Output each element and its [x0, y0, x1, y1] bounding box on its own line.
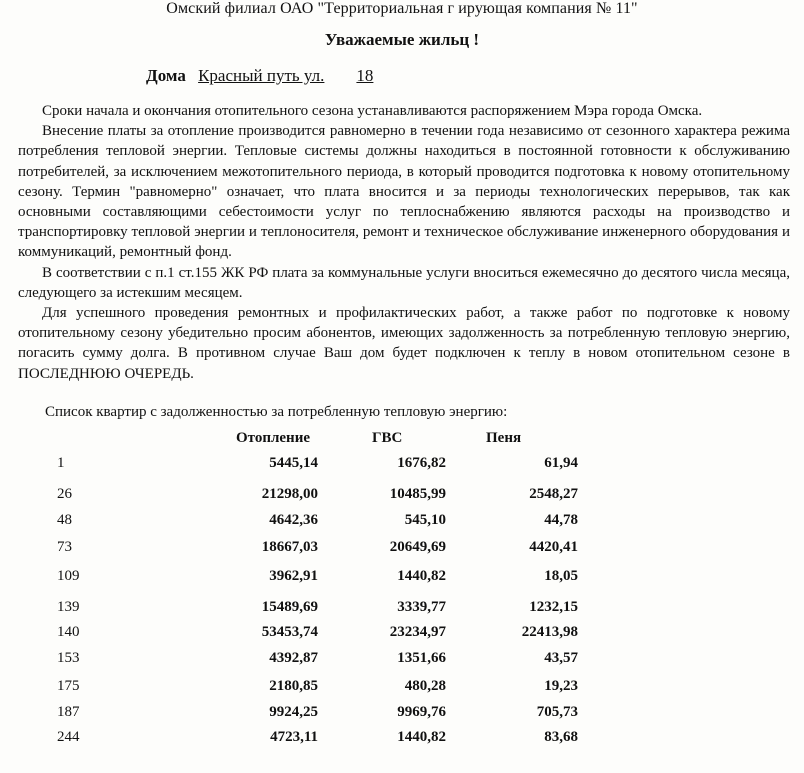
- gvs-debt: 1351,66: [397, 650, 446, 666]
- table-row: [0, 455, 804, 475]
- fine-amount: 44,78: [544, 512, 578, 528]
- fine-amount: 19,23: [544, 678, 578, 694]
- fine-amount: 61,94: [544, 455, 578, 471]
- heating-debt: 4723,11: [270, 729, 318, 745]
- apartment-number: 140: [57, 624, 80, 640]
- heating-debt: 21298,00: [261, 486, 318, 502]
- fine-amount: 2548,27: [529, 486, 578, 502]
- notice-title: Уважаемые жильц !: [324, 30, 480, 49]
- heating-debt: 4642,36: [269, 512, 318, 528]
- fine-amount: 18,05: [544, 568, 578, 584]
- notice-body: [18, 101, 790, 384]
- fine-amount: 4420,41: [529, 539, 578, 555]
- fine-amount: 705,73: [536, 704, 578, 720]
- apartment-number: 109: [57, 568, 80, 584]
- heating-debt: 3962,91: [269, 568, 318, 584]
- table-row: [0, 512, 804, 532]
- gvs-debt: 20649,69: [389, 539, 446, 555]
- fine-amount: 43,57: [544, 650, 578, 666]
- apartment-number: 187: [57, 704, 80, 720]
- table-row: [0, 568, 804, 588]
- heating-debt: 2180,85: [269, 678, 318, 694]
- fine-amount: 83,68: [544, 729, 578, 745]
- gvs-debt: 545,10: [404, 512, 446, 528]
- paragraph-debt-request: Для успешного проведения ремонтных и профилактических работ, а также работ по подготовке к новому отопительному сезону убедительно просим абонентов, имеющих задолженность за потребленную тепловую энергию, погасить сумму долга. В противном случае Ваш дом будет подключен к теплу в новом отопительном сезоне в ПОСЛЕДНЮЮ ОЧЕРЕДЬ.: [18, 305, 790, 382]
- heating-debt: 15489,69: [261, 599, 318, 615]
- table-row: [0, 678, 804, 698]
- house-label: Дома: [146, 66, 186, 85]
- apartment-number: 175: [57, 678, 80, 694]
- column-header-gvs: ГВС: [372, 430, 403, 446]
- apartment-number: 26: [57, 486, 72, 502]
- house-number: 18: [356, 66, 374, 85]
- table-row: [0, 704, 804, 724]
- gvs-debt: 480,28: [404, 678, 446, 694]
- paragraph-heating-season: Сроки начала и окончания отопительного сезона устанавливаются распоряжением Мэра города Омска.: [42, 103, 703, 119]
- heating-debt: 53453,74: [261, 624, 318, 640]
- apartment-number: 244: [57, 729, 80, 745]
- apartment-number: 73: [57, 539, 72, 555]
- gvs-debt: 3339,77: [397, 599, 446, 615]
- apartment-number: 139: [57, 599, 80, 615]
- column-header-heating: Отопление: [236, 430, 310, 446]
- heating-debt: 9924,25: [269, 704, 318, 720]
- paragraph-payment-uniform: Внесение платы за отопление производится равномерно в течении года независимо от сезонного характера режима потребления тепловой энергии. Тепловые системы должны находиться в постоянной готовности к обслуживанию потребителей, за исключением межотопительного периода, в который проводится подготовка к новому отопительному сезону. Термин "равномерно" означает, что плата вносится и за периоды технологических перерывов, так как основными составляющими себестоимости услуг по теплоснабжению являются расходы на производство и транспортировку тепловой энергии и теплоносителя, ремонт и техническое обслуживание инженерного оборудования и коммуникаций, ремонтный фонд.: [18, 123, 790, 261]
- heating-debt: 18667,03: [261, 539, 318, 555]
- heating-debt: 4392,87: [269, 650, 318, 666]
- gvs-debt: 10485,99: [389, 486, 446, 502]
- column-header-fine: Пеня: [486, 430, 522, 446]
- gvs-debt: 1440,82: [397, 729, 446, 745]
- heating-debt: 5445,14: [269, 455, 318, 471]
- gvs-debt: 1440,82: [397, 568, 446, 584]
- apartment-number: 48: [57, 512, 72, 528]
- house-address: [146, 66, 379, 86]
- table-row: [0, 624, 804, 644]
- company-header: Омский филиал ОАО "Территориальная г ирующая компания № 11": [166, 0, 638, 17]
- table-row: [0, 729, 804, 749]
- gvs-debt: 9969,76: [397, 704, 446, 720]
- table-row: [0, 650, 804, 670]
- apartment-number: 153: [57, 650, 80, 666]
- table-row: [0, 539, 804, 559]
- fine-amount: 1232,15: [529, 599, 578, 615]
- apartment-number: 1: [57, 455, 65, 471]
- house-street: Красный путь ул.: [198, 66, 325, 85]
- table-row: [0, 486, 804, 506]
- gvs-debt: 23234,97: [389, 624, 446, 640]
- paragraph-payment-deadline: В соответствии с п.1 ст.155 ЖК РФ плата за коммунальные услуги вноситься ежемесячно до десятого числа месяца, следующего за истекшим месяцем.: [18, 264, 790, 301]
- fine-amount: 22413,98: [521, 624, 578, 640]
- gvs-debt: 1676,82: [397, 455, 446, 471]
- table-row: [0, 599, 804, 619]
- debt-list-title: Список квартир с задолженностью за потребленную тепловую энергию:: [45, 404, 508, 420]
